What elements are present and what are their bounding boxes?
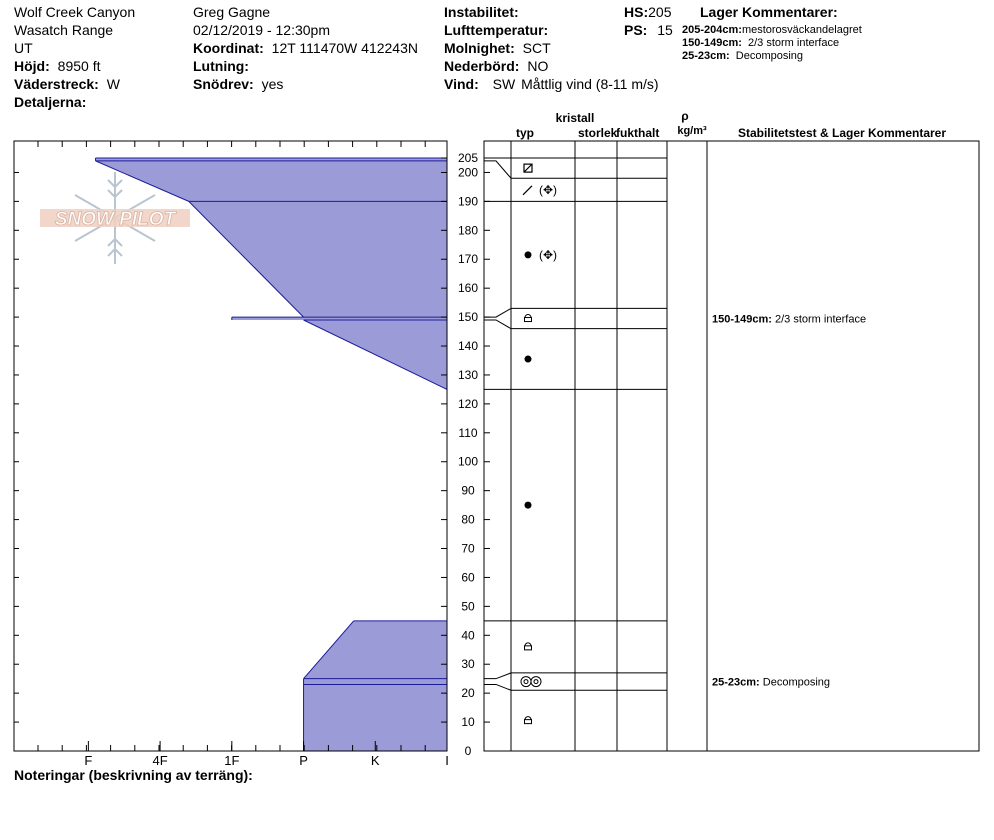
ps-value: 15 — [657, 22, 673, 38]
height-label: 100 — [457, 454, 479, 469]
hardness-label: K — [370, 753, 380, 768]
height-label: 90 — [461, 483, 475, 498]
layer-connector — [484, 161, 511, 178]
hardness-layer — [304, 679, 447, 685]
clouds-value: SCT — [522, 40, 551, 56]
height-label: 140 — [457, 339, 479, 354]
layer-connector — [484, 684, 511, 690]
height-label: 80 — [461, 512, 475, 527]
hs-label: HS: — [624, 4, 649, 20]
datetime: 02/12/2019 - 12:30pm — [193, 22, 330, 38]
height-label: 40 — [461, 628, 475, 643]
double-circle-icon — [521, 677, 541, 687]
moisture-header: fukthalt — [616, 126, 660, 140]
state: UT — [14, 40, 33, 56]
layer-comment-range: 150-149cm: — [682, 37, 742, 49]
hardness-label: 4F — [152, 753, 168, 768]
details-label: Detaljerna: — [14, 94, 87, 110]
hardness-layer — [304, 621, 447, 679]
layer-comment-text: 2/3 storm interface — [748, 37, 840, 49]
height-label: 200 — [457, 165, 479, 180]
height-label: 0 — [464, 744, 472, 758]
cup-icon — [525, 717, 532, 724]
height-label: 205 — [457, 151, 479, 165]
hardness-layers — [96, 158, 447, 751]
notes-label: Noteringar (beskrivning av terräng): — [14, 767, 253, 783]
layer-connector — [484, 308, 511, 317]
height-label: 120 — [457, 396, 479, 411]
height-label: 50 — [461, 599, 475, 614]
wind-label: Vind: — [444, 76, 479, 92]
comments-header: Stabilitetstest & Lager Kommentarer — [737, 126, 947, 140]
layer-comment-range: 205-204cm: — [682, 24, 742, 36]
instability-label: Instabilitet: — [444, 4, 519, 20]
precip-label: Nederbörd: — [444, 58, 520, 74]
hardness-label: I — [445, 753, 449, 768]
layer-table — [484, 141, 979, 751]
airtemp-label: Lufttemperatur: — [444, 22, 549, 38]
dot-paren-cross-icon — [525, 248, 558, 262]
crystal-header: kristall — [555, 111, 595, 125]
height-label: 190 — [457, 194, 479, 209]
layer-comment-range: 25-23cm: — [682, 50, 730, 62]
height-label: 160 — [457, 281, 479, 296]
hs-value: 205 — [648, 4, 672, 20]
cup-icon — [525, 643, 532, 650]
hardness-label: P — [299, 753, 308, 768]
layer-comment-text: Decomposing — [735, 50, 804, 62]
size-header: storlek — [578, 126, 618, 140]
logo-text: SNOW PILOT — [54, 209, 176, 230]
slope-label: Lutning: — [193, 58, 249, 74]
height-label: 130 — [457, 367, 479, 382]
dot-icon — [525, 356, 532, 363]
type-header: typ — [516, 126, 534, 140]
height-label: 180 — [457, 223, 479, 238]
ps-label: PS: — [624, 22, 648, 38]
height-label: 170 — [457, 252, 479, 267]
range: Wasatch Range — [14, 22, 114, 38]
height-label: 30 — [461, 657, 475, 672]
layer-connector — [484, 673, 511, 679]
height-label: 20 — [461, 686, 475, 701]
layer-comment-text: mestorosväckandelagret — [741, 24, 862, 36]
layer-comments-title: Lager Kommentarer: — [700, 4, 838, 20]
elevation-label: Höjd: — [14, 58, 50, 74]
height-label: 60 — [461, 570, 475, 585]
hardness-layer — [96, 161, 447, 201]
height-label: 150 — [457, 310, 479, 325]
drift-label: Snödrev: — [193, 76, 254, 92]
aspect-label: Väderstreck: — [14, 76, 99, 92]
svg-text:(✥): (✥) — [538, 247, 558, 262]
height-label: 110 — [458, 425, 478, 440]
coord-value: 12T 111470W 412243N — [271, 40, 418, 56]
table-frame — [484, 141, 979, 751]
svg-text:(✥): (✥) — [538, 182, 558, 197]
precip-value: NO — [527, 58, 549, 74]
layer-connector — [484, 320, 511, 329]
dot-icon — [525, 502, 532, 509]
coord-label: Koordinat: — [193, 40, 264, 56]
density-header-rho: ρ — [681, 109, 689, 123]
height-label: 70 — [461, 541, 475, 556]
stability-comment: 150-149cm: 2/3 storm interface — [712, 313, 867, 326]
slash-paren-cross-icon — [523, 183, 557, 197]
location: Wolf Creek Canyon — [14, 4, 136, 20]
clouds-label: Molnighet: — [444, 40, 515, 56]
stability-comment: 25-23cm: Decomposing — [712, 676, 831, 689]
drift-value: yes — [261, 76, 284, 92]
hardness-label: F — [84, 753, 93, 768]
elevation-value: 8950 ft — [57, 58, 101, 74]
wind-dir: SW — [492, 76, 516, 92]
hardness-layer — [189, 201, 447, 317]
density-header-unit: kg/m³ — [677, 125, 707, 137]
hardness-label: 1F — [224, 753, 240, 768]
wind-desc: Måttlig vind (8-11 m/s) — [521, 76, 659, 92]
aspect-value: W — [106, 76, 120, 92]
square-slash-icon — [524, 164, 532, 172]
cup-icon — [525, 315, 532, 322]
height-label: 10 — [461, 715, 475, 730]
observer: Greg Gagne — [193, 4, 271, 20]
